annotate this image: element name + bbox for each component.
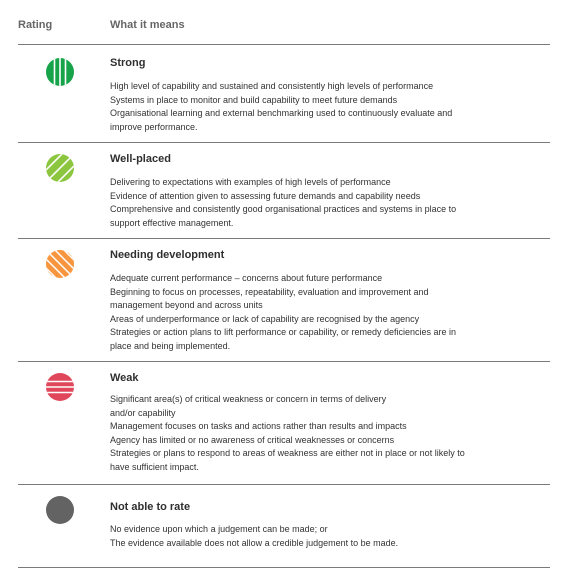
well-placed-rating-icon bbox=[45, 153, 75, 183]
description-line: place and being implemented. bbox=[110, 340, 231, 351]
description-line: support effective management. bbox=[110, 217, 234, 228]
header-what-it-means: What it means bbox=[110, 19, 185, 31]
row-divider bbox=[18, 238, 550, 239]
description-line: High level of capability and sustained and consistently high levels of performance bbox=[110, 81, 434, 91]
rating-description bbox=[110, 393, 530, 474]
row-divider bbox=[18, 361, 550, 362]
table-header bbox=[18, 19, 550, 33]
weak-rating-icon bbox=[45, 372, 75, 402]
description-line: Organisational learning and external benchmarking used to continuously evaluate and bbox=[110, 108, 453, 118]
description-line: and/or capability bbox=[110, 407, 176, 418]
description-line: Delivering to expectations with examples of high levels of performance bbox=[110, 177, 391, 187]
rating-description bbox=[110, 176, 530, 230]
description-line: Beginning to focus on processes, repeatability, evaluation and improvement and bbox=[110, 286, 429, 297]
table-bottom-rule bbox=[18, 567, 550, 568]
description-line: management beyond and across units bbox=[110, 300, 263, 310]
row-divider bbox=[18, 142, 550, 143]
description-line: Areas of underperformance or lack of capability are recognised by the agency bbox=[110, 313, 420, 324]
description-line: improve performance. bbox=[110, 121, 198, 132]
description-line: No evidence upon which a judgement can be made; or bbox=[110, 524, 328, 534]
description-line: Adequate current performance – concerns about future performance bbox=[110, 273, 383, 283]
description-line: have sufficient impact. bbox=[110, 461, 199, 472]
rating-title: Strong bbox=[110, 57, 146, 69]
description-line: Agency has limited or no awareness of critical weaknesses or concerns bbox=[110, 434, 395, 445]
rating-title: Needing development bbox=[110, 249, 225, 261]
description-line: Systems in place to monitor and build capability to meet future demands bbox=[110, 94, 398, 105]
header-divider bbox=[18, 44, 550, 45]
needing-development-rating-icon bbox=[45, 249, 75, 279]
header-rating: Rating bbox=[18, 19, 53, 31]
description-line: Strategies or action plans to lift performance or capability, or remedy deficiencies are in bbox=[110, 327, 456, 337]
not-able-to-rate-icon bbox=[45, 495, 75, 525]
description-line: The evidence available does not allow a credible judgement to be made. bbox=[110, 537, 399, 548]
rating-description bbox=[110, 80, 530, 134]
description-line: Comprehensive and consistently good organisational practices and systems in place to bbox=[110, 204, 457, 214]
description-line: Management focuses on tasks and actions rather than results and impacts bbox=[110, 421, 407, 431]
rating-title: Well-placed bbox=[110, 153, 171, 165]
description-line: Significant area(s) of critical weakness or concern in terms of delivery bbox=[110, 394, 387, 404]
rating-title: Not able to rate bbox=[110, 501, 191, 513]
rating-description bbox=[110, 523, 530, 550]
description-line: Evidence of attention given to assessing future demands and capability needs bbox=[110, 190, 421, 201]
rating-description bbox=[110, 272, 530, 353]
strong-rating-icon bbox=[45, 57, 75, 87]
row-divider bbox=[18, 484, 550, 485]
rating-title: Weak bbox=[110, 372, 139, 384]
description-line: Strategies or plans to respond to areas of weakness are either not in place or not likely to bbox=[110, 448, 465, 458]
